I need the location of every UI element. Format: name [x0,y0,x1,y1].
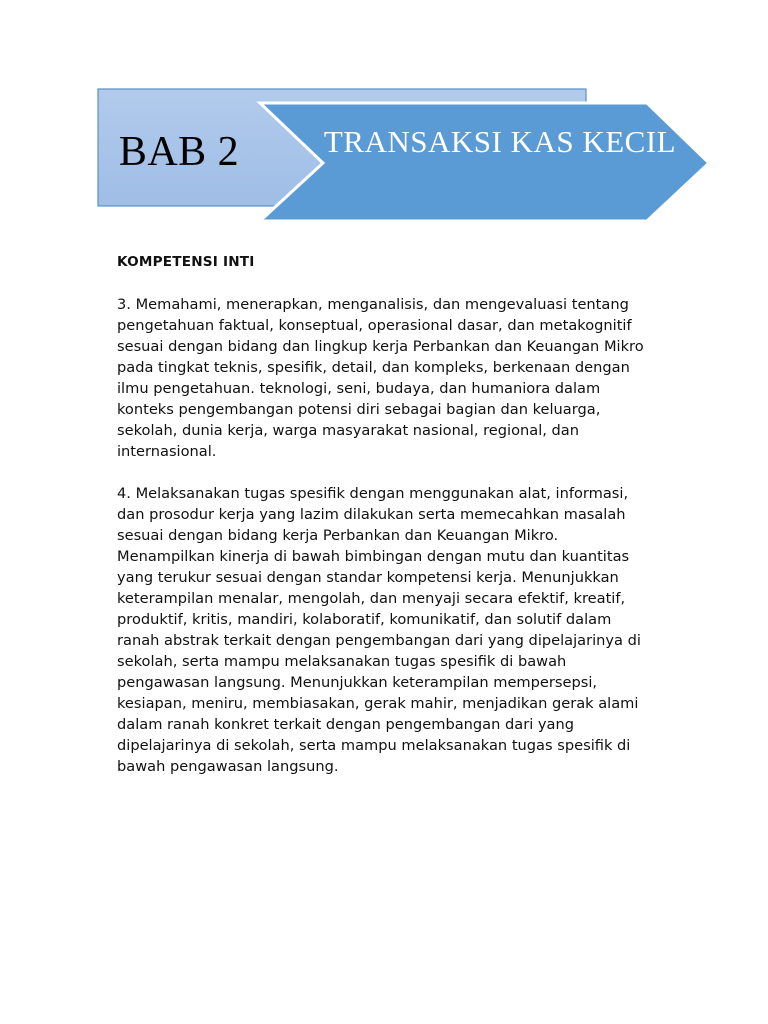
competency-paragraph-3: 3. Memahami, menerapkan, menganalisis, dan mengevaluasi tentang pengetahuan faktual, konseptual, operasional dasar, dan metakognitif sesuai dengan bidang dan lingkup kerja Perbankan dan Keuangan Mikro pada tingkat teknis, spesifik, detail, dan kompleks, berkenaan dengan ilmu pengetahuan. teknologi, seni, budaya, dan humaniora dalam konteks pengembangan potensi diri sebagai bagian dan keluarga, sekolah, dunia kerja, warga masyarakat nasional, regional, dan internasional. [117,296,644,460]
competency-paragraph-4: 4. Melaksanakan tugas spesifik dengan menggunakan alat, informasi, dan prosodur kerja yang lazim dilakukan serta memecahkan masalah sesuai dengan bidang kerja Perbankan dan Keuangan Mikro. Menampilkan kinerja di bawah bimbingan dengan mutu dan kuantitas yang terukur sesuai dengan standar kompetensi kerja. Menunjukkan keterampilan menalar, mengolah, dan menyaji secara efektif, kreatif, produktif, kritis, mandiri, kolaboratif, komunikatif, dan solutif dalam ranah abstrak terkait dengan pengembangan dari yang dipelajarinya di sekolah, serta mampu melaksanakan tugas spesifik di bawah pengawasan langsung. Menunjukkan keterampilan mempersepsi, kesiapan, meniru, membiasakan, gerak mahir, menjadikan gerak alami dalam ranah konkret terkait dengan pengembangan dari yang dipelajarinya di sekolah, serta mampu melaksanakan tugas spesifik di bawah pengawasan langsung. [117,485,641,775]
chapter-title: TRANSAKSI KAS KECIL [323,124,677,159]
document-body [117,252,657,798]
chapter-label: BAB 2 [118,129,240,175]
section-heading: KOMPETENSI INTI [117,254,255,270]
